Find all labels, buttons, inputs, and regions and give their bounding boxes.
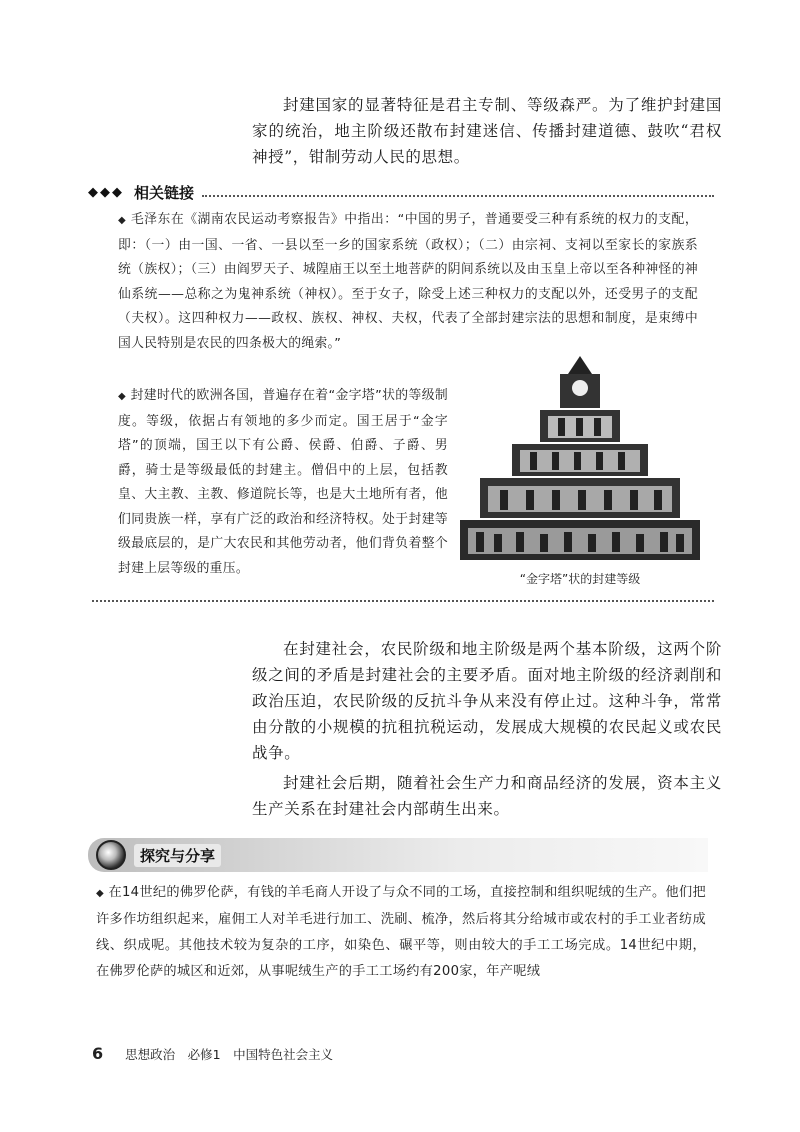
related-links-heading: 相关链接: [134, 184, 195, 202]
top-paragraph: 封建国家的显著特征是君主专制、等级森严。为了维护封建国家的统治，地主阶级还散布封建迷信、传播封建道德、鼓吹“君权神授”，钳制劳动人民的思想。: [252, 96, 722, 166]
pyramid-illustration: [460, 352, 700, 562]
explore-share-banner: [88, 838, 708, 872]
explore-icon: [96, 840, 126, 870]
paragraph-capitalism: 封建社会后期，随着社会生产力和商品经济的发展，资本主义生产关系在封建社会内部萌生出来。: [252, 774, 722, 818]
explore-text-block: [96, 880, 706, 985]
related-link-text-1: 毛泽东在《湖南农民运动考察报告》中指出：“中国的男子，普通要受三种有系统的权力的支配，即：（一）由一国、一省、一县以至一乡的国家系统（政权）；（二）由宗祠、支祠以至家长的家族系统（族权）；（三）由阎罗天子、城隍庙王以至土地菩萨的阴间系统以及由玉皇上帝以至各种神怪的神仙系统——总称之为鬼神系统（神权）。至于女子，除受上述三种权力的支配以外，还受男子的支配（夫权）。这四种权力——政权、族权、神权、夫权，代表了全部封建宗法的思想和制度，是束缚中国人民特别是农民的四条极大的绳索。”: [118, 212, 698, 351]
related-link-item-1: [118, 208, 698, 356]
related-link-text-2: 封建时代的欧洲各国，普遍存在着“金字塔”状的等级制度。等级，依据占有领地的多少而定。国王居于“金字塔”的顶端，国王以下有公爵、侯爵、伯爵、子爵、男爵，骑士是等级最低的封建主。僧侣中的上层，包括教皇、大主教、主教、修道院长等，也是大土地所有者，他们同贵族一样，享有广泛的政治和经济特权。处于封建等级最底层的，是广大农民和其他劳动者，他们背负着整个封建上层等级的重压。: [118, 388, 448, 576]
explore-text: 在14世纪的佛罗伦萨，有钱的羊毛商人开设了与众不同的工场，直接控制和组织呢绒的生产。他们把许多作坊组织起来，雇佣工人对羊毛进行加工、洗刷、梳净，然后将其分给城市或农村的手工业者纺成线、织成呢。其他技术较为复杂的工序，如染色、碾平等，则由较大的手工工场完成。14世纪中期，在佛罗伦萨的城区和近郊，从事呢绒生产的手工工场约有200家，年产呢绒: [96, 885, 706, 979]
dotted-divider-top: [202, 195, 714, 197]
related-link-item-2: [118, 384, 448, 581]
top-paragraph-block: [252, 92, 722, 170]
feudal-pyramid-figure: [460, 352, 700, 562]
diamond-icons: ◆◆◆: [88, 185, 124, 200]
bullet-icon: ◆: [96, 888, 104, 899]
bullet-icon: ◆: [118, 391, 127, 402]
book-title: 思想政治 必修1 中国特色社会主义: [125, 1047, 334, 1062]
dotted-divider-bottom: [92, 600, 714, 602]
middle-paragraphs: [252, 636, 722, 822]
page-footer: [92, 1044, 333, 1063]
page-number: 6: [92, 1044, 104, 1063]
paragraph-class-struggle: 在封建社会，农民阶级和地主阶级是两个基本阶级，这两个阶级之间的矛盾是封建社会的主要矛盾。面对地主阶级的经济剥削和政治压迫，农民阶级的反抗斗争从来没有停止过。这种斗争，常常由分散的小规模的抗租抗税运动，发展成大规模的农民起义或农民战争。: [252, 640, 722, 762]
bullet-icon: ◆: [118, 215, 127, 226]
related-links-header: [88, 182, 714, 203]
figure-caption: “金字塔”状的封建等级: [519, 572, 641, 586]
explore-title: 探究与分享: [134, 844, 221, 867]
